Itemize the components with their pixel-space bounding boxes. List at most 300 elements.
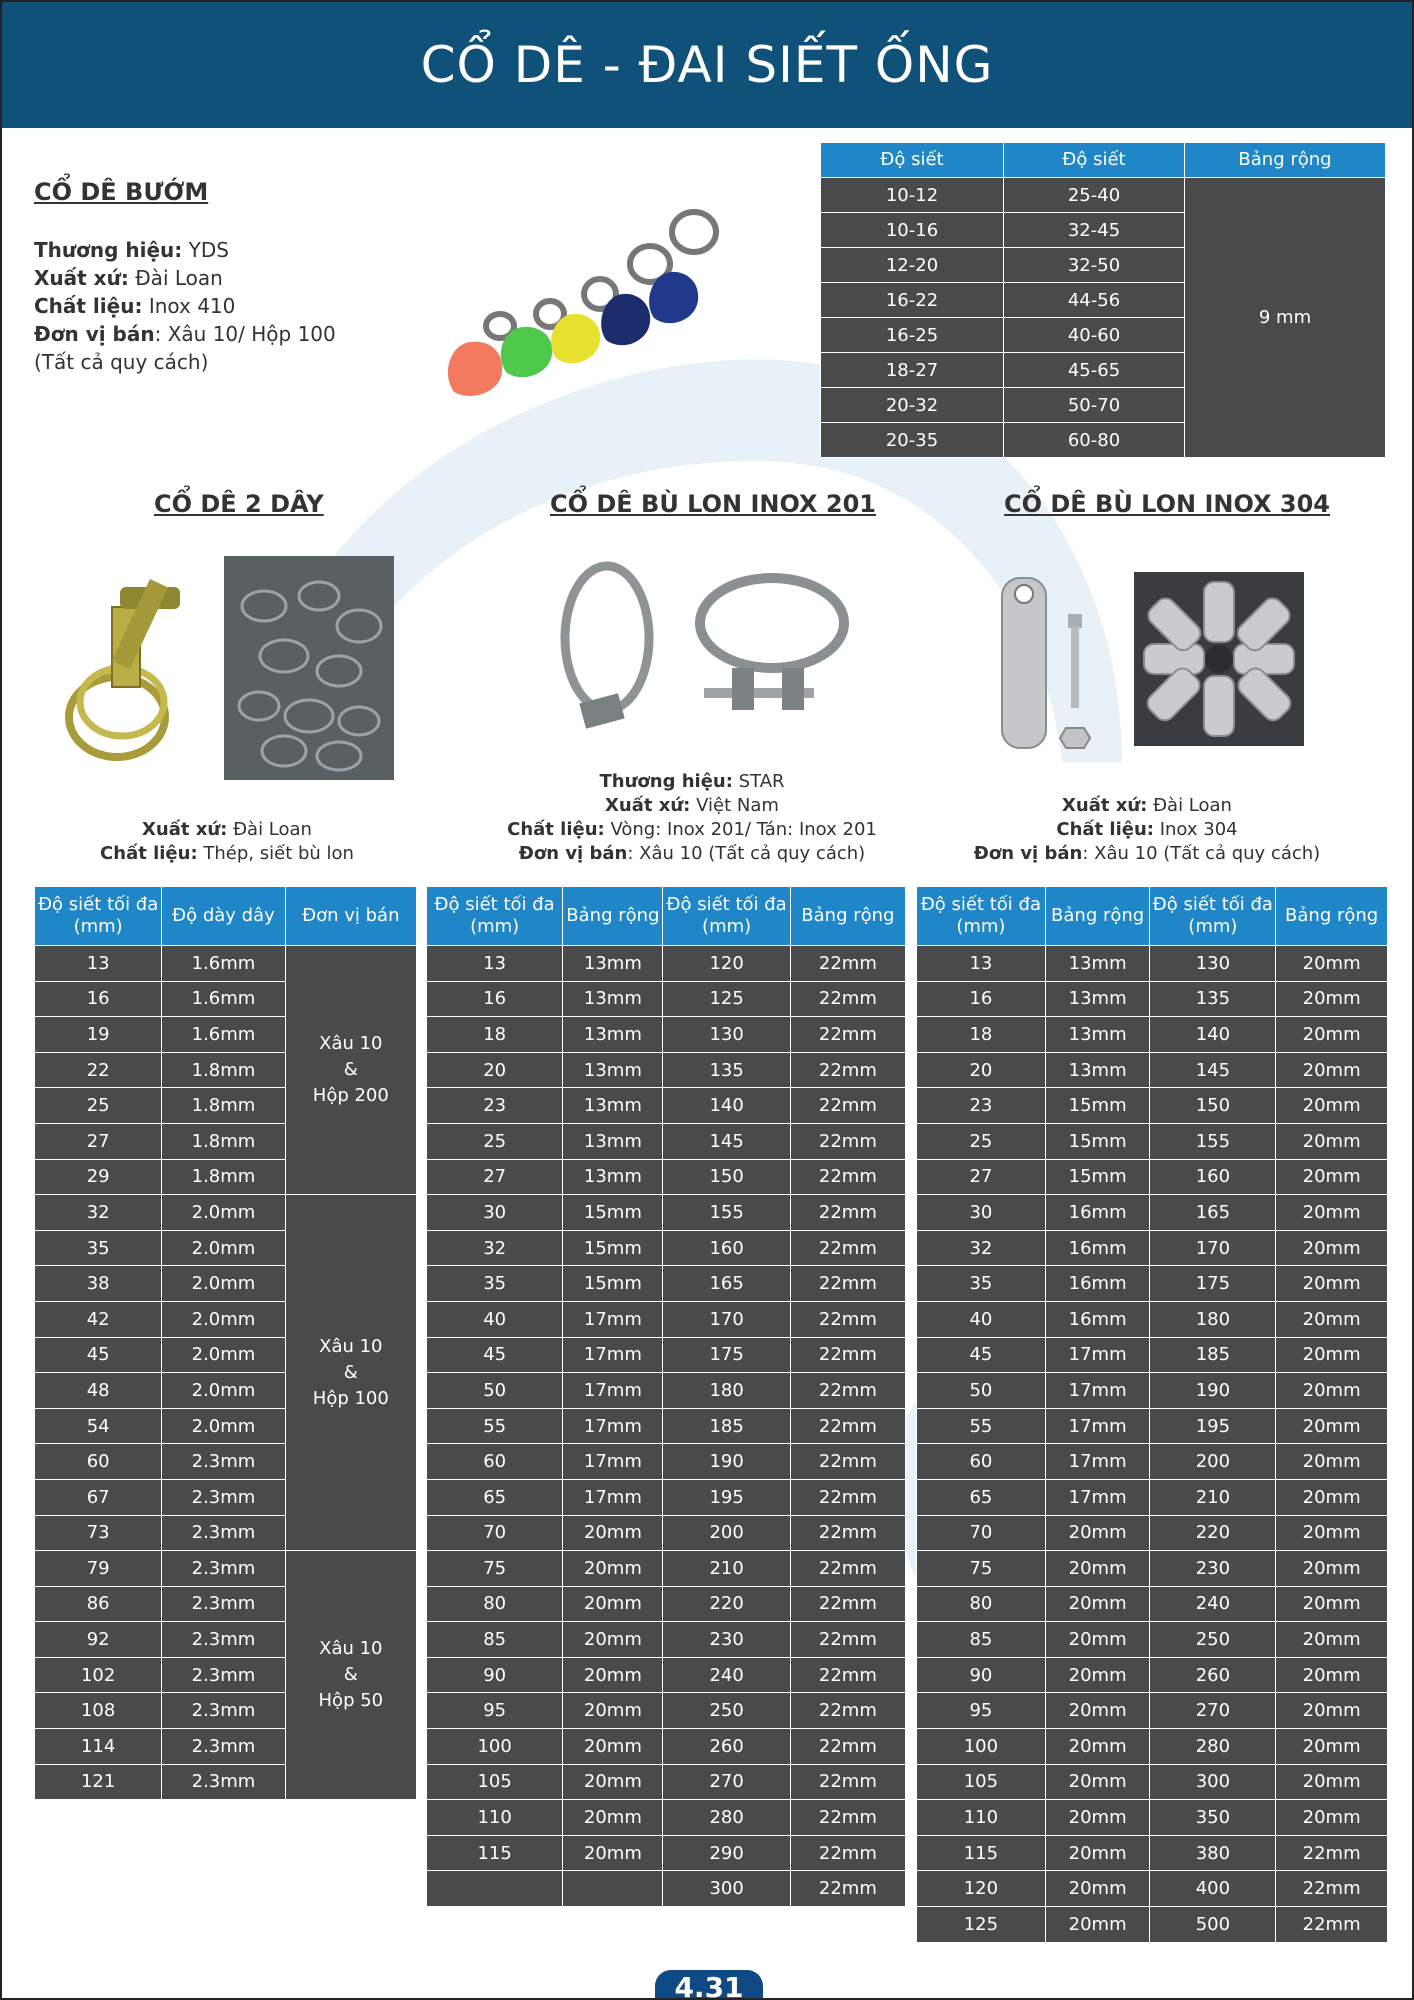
table-cell: 2.3mm bbox=[162, 1693, 284, 1728]
table-cell: 17mm bbox=[1046, 1409, 1150, 1444]
table-cell: 20mm bbox=[563, 1800, 662, 1835]
table-cell: 22mm bbox=[791, 1800, 905, 1835]
table-cell: 13mm bbox=[563, 1160, 662, 1195]
header-cell: Bảng rộng bbox=[563, 887, 662, 945]
table-row bbox=[917, 1836, 1387, 1871]
table-cell: 115 bbox=[917, 1836, 1045, 1871]
table-cell: 27 bbox=[35, 1124, 161, 1159]
table-cell: 100 bbox=[427, 1729, 562, 1764]
table-row bbox=[427, 946, 905, 981]
table-cell: 290 bbox=[663, 1836, 789, 1871]
table-cell: 80 bbox=[427, 1587, 562, 1622]
table-row bbox=[427, 1480, 905, 1515]
table-cell: 85 bbox=[917, 1622, 1045, 1657]
table-cell: 30 bbox=[917, 1195, 1045, 1230]
table-cell: 95 bbox=[917, 1693, 1045, 1728]
table-row bbox=[427, 1053, 905, 1088]
header-cell: Độ siết bbox=[821, 143, 1003, 177]
table-cell: 20mm bbox=[1276, 1124, 1387, 1159]
table-cell: 20mm bbox=[1276, 1729, 1387, 1764]
table-row bbox=[427, 1444, 905, 1479]
table-row bbox=[917, 1373, 1387, 1408]
table-cell: 85 bbox=[427, 1622, 562, 1657]
table-row bbox=[917, 1444, 1387, 1479]
table-cell: 20mm bbox=[563, 1658, 662, 1693]
table-cell: 13mm bbox=[1046, 982, 1150, 1017]
table-cell: 22mm bbox=[791, 1658, 905, 1693]
inox304-info bbox=[922, 794, 1372, 866]
table-cell: 12-20 bbox=[821, 248, 1003, 282]
table-cell: 110 bbox=[917, 1800, 1045, 1835]
sales-unit-merged-cell bbox=[286, 946, 416, 1194]
table-cell: 2.3mm bbox=[162, 1765, 284, 1800]
table-cell: 20mm bbox=[1046, 1587, 1150, 1622]
table-cell: 22mm bbox=[791, 1160, 905, 1195]
table-cell: 185 bbox=[1150, 1338, 1275, 1373]
two-wire-table bbox=[34, 886, 417, 1800]
table-cell: 2.0mm bbox=[162, 1231, 284, 1266]
table-cell: 90 bbox=[427, 1658, 562, 1693]
table-cell: 105 bbox=[917, 1765, 1045, 1800]
table-cell: 1.8mm bbox=[162, 1053, 284, 1088]
table-cell: 40 bbox=[427, 1302, 562, 1337]
table-cell: 16 bbox=[427, 982, 562, 1017]
table-row bbox=[917, 982, 1387, 1017]
table-row bbox=[917, 1231, 1387, 1266]
table-cell: 90 bbox=[917, 1658, 1045, 1693]
inox201-origin-line: Xuất xứ: Việt Nam bbox=[605, 795, 779, 816]
table-cell: 270 bbox=[1150, 1693, 1275, 1728]
table-cell: 108 bbox=[35, 1693, 161, 1728]
two-wire-bag-image bbox=[224, 556, 394, 780]
table-cell: 30 bbox=[427, 1195, 562, 1230]
table-row bbox=[35, 946, 416, 981]
table-cell: 280 bbox=[663, 1800, 789, 1835]
table-cell: 17mm bbox=[1046, 1480, 1150, 1515]
table-cell: 60 bbox=[427, 1444, 562, 1479]
table-cell: 45 bbox=[917, 1338, 1045, 1373]
table-cell: 22mm bbox=[791, 1729, 905, 1764]
table-cell: 13 bbox=[427, 946, 562, 981]
table-cell: 32-45 bbox=[1004, 213, 1184, 247]
table-row bbox=[821, 178, 1385, 212]
table-cell: 70 bbox=[917, 1516, 1045, 1551]
table-cell: 260 bbox=[1150, 1658, 1275, 1693]
table-cell: 22mm bbox=[791, 1266, 905, 1301]
table-row bbox=[917, 1729, 1387, 1764]
table-row bbox=[917, 1409, 1387, 1444]
table-row bbox=[427, 1231, 905, 1266]
table-cell: 125 bbox=[917, 1907, 1045, 1942]
table-row bbox=[427, 1195, 905, 1230]
table-cell: 75 bbox=[427, 1551, 562, 1586]
table-cell: 175 bbox=[663, 1338, 789, 1373]
table-cell: 20mm bbox=[1276, 1053, 1387, 1088]
table-cell: 20mm bbox=[1046, 1693, 1150, 1728]
table-row bbox=[917, 1871, 1387, 1906]
table-cell: 20mm bbox=[1276, 1516, 1387, 1551]
table-row bbox=[427, 1658, 905, 1693]
table-row bbox=[427, 1587, 905, 1622]
table-cell: 32 bbox=[917, 1231, 1045, 1266]
table-cell: 22mm bbox=[791, 1373, 905, 1408]
table-cell: 17mm bbox=[563, 1480, 662, 1515]
table-cell: 29 bbox=[35, 1160, 161, 1195]
table-row bbox=[917, 1302, 1387, 1337]
table-cell: 17mm bbox=[563, 1373, 662, 1408]
table-cell: 20mm bbox=[1276, 1195, 1387, 1230]
table-cell: 102 bbox=[35, 1658, 161, 1693]
table-cell: 16mm bbox=[1046, 1195, 1150, 1230]
table-cell: 16mm bbox=[1046, 1302, 1150, 1337]
table-cell: 16mm bbox=[1046, 1266, 1150, 1301]
table-cell: 2.0mm bbox=[162, 1373, 284, 1408]
butterfly-table bbox=[820, 142, 1386, 458]
table-cell: 2.0mm bbox=[162, 1266, 284, 1301]
table-cell: 20mm bbox=[1276, 1480, 1387, 1515]
table-cell: 15mm bbox=[563, 1231, 662, 1266]
table-cell: 150 bbox=[663, 1160, 789, 1195]
sales-unit-line: & bbox=[343, 1361, 358, 1383]
two-wire-info bbox=[62, 818, 392, 866]
width-merged-cell: 9 mm bbox=[1185, 178, 1385, 457]
sales-unit-line: & bbox=[343, 1664, 358, 1686]
table-cell: 195 bbox=[1150, 1409, 1275, 1444]
table-cell: 15mm bbox=[1046, 1124, 1150, 1159]
table-row bbox=[917, 1017, 1387, 1052]
table-cell: 22mm bbox=[791, 946, 905, 981]
butterfly-clamp-image bbox=[432, 202, 742, 402]
table-cell: 190 bbox=[663, 1444, 789, 1479]
table-cell: 20mm bbox=[1276, 946, 1387, 981]
table-row bbox=[427, 1765, 905, 1800]
table-cell: 95 bbox=[427, 1693, 562, 1728]
table-cell: 350 bbox=[1150, 1800, 1275, 1835]
table-cell: 65 bbox=[427, 1480, 562, 1515]
table-cell: 150 bbox=[1150, 1088, 1275, 1123]
table-cell: 210 bbox=[663, 1551, 789, 1586]
table-cell: 20 bbox=[427, 1053, 562, 1088]
header-cell: Độ siết tối đa (mm) bbox=[663, 887, 789, 945]
table-cell: 250 bbox=[663, 1693, 789, 1728]
table-cell: 22mm bbox=[791, 982, 905, 1017]
sales-unit-line: Xâu 10 bbox=[319, 1033, 383, 1055]
table-cell: 20mm bbox=[1276, 1160, 1387, 1195]
table-cell: 22mm bbox=[791, 1587, 905, 1622]
table-cell: 2.3mm bbox=[162, 1551, 284, 1586]
sales-unit-merged-cell bbox=[286, 1195, 416, 1550]
inox304-clamp-bolt-image bbox=[998, 568, 1108, 758]
table-cell: 195 bbox=[663, 1480, 789, 1515]
butterfly-brand-line: Thương hiệu: YDS bbox=[34, 238, 229, 262]
table-cell: 220 bbox=[663, 1587, 789, 1622]
table-row bbox=[917, 1124, 1387, 1159]
table-cell: 185 bbox=[663, 1409, 789, 1444]
table-row bbox=[917, 1551, 1387, 1586]
table-cell: 23 bbox=[427, 1088, 562, 1123]
table-cell: 130 bbox=[663, 1017, 789, 1052]
table-cell: 40-60 bbox=[1004, 318, 1184, 352]
table-cell: 20mm bbox=[1046, 1729, 1150, 1764]
table-cell: 22mm bbox=[791, 1338, 905, 1373]
table-cell: 20mm bbox=[1276, 1017, 1387, 1052]
table-cell: 17mm bbox=[563, 1338, 662, 1373]
table-cell: 175 bbox=[1150, 1266, 1275, 1301]
table-row bbox=[917, 1338, 1387, 1373]
table-cell: 140 bbox=[663, 1088, 789, 1123]
table-cell: 15mm bbox=[563, 1195, 662, 1230]
table-cell: 67 bbox=[35, 1480, 161, 1515]
table-cell: 120 bbox=[917, 1871, 1045, 1906]
table-cell: 32 bbox=[35, 1195, 161, 1230]
page-title: CỔ DÊ - ĐAI SIẾT ỐNG bbox=[420, 36, 994, 94]
table-cell: 170 bbox=[1150, 1231, 1275, 1266]
table-row bbox=[917, 1765, 1387, 1800]
table-cell: 105 bbox=[427, 1765, 562, 1800]
table-cell: 220 bbox=[1150, 1516, 1275, 1551]
table-cell: 160 bbox=[1150, 1160, 1275, 1195]
table-cell: 200 bbox=[1150, 1444, 1275, 1479]
table-cell: 145 bbox=[1150, 1053, 1275, 1088]
table-cell: 20 bbox=[917, 1053, 1045, 1088]
butterfly-info bbox=[34, 236, 336, 376]
table-cell: 210 bbox=[1150, 1480, 1275, 1515]
table-cell: 13mm bbox=[563, 1124, 662, 1159]
table-cell: 165 bbox=[1150, 1195, 1275, 1230]
table-row bbox=[427, 1729, 905, 1764]
table-row bbox=[427, 1409, 905, 1444]
table-cell: 20mm bbox=[1276, 1444, 1387, 1479]
table-cell: 20mm bbox=[1276, 1800, 1387, 1835]
table-cell: 80 bbox=[917, 1587, 1045, 1622]
table-cell: 114 bbox=[35, 1729, 161, 1764]
two-wire-origin-line: Xuất xứ: Đài Loan bbox=[142, 819, 312, 840]
table-cell: 1.6mm bbox=[162, 946, 284, 981]
header-cell: Độ siết tối đa (mm) bbox=[917, 887, 1045, 945]
table-cell: 20mm bbox=[1046, 1836, 1150, 1871]
sales-unit-line: & bbox=[343, 1059, 358, 1081]
table-row bbox=[917, 1266, 1387, 1301]
table-cell: 20mm bbox=[563, 1693, 662, 1728]
table-cell: 20mm bbox=[1276, 1338, 1387, 1373]
table-cell: 20mm bbox=[1276, 1088, 1387, 1123]
table-cell: 15mm bbox=[1046, 1088, 1150, 1123]
inox304-origin-line: Xuất xứ: Đài Loan bbox=[1062, 795, 1232, 816]
table-cell: 20mm bbox=[1046, 1622, 1150, 1657]
table-cell: 65 bbox=[917, 1480, 1045, 1515]
table-cell: 15mm bbox=[563, 1266, 662, 1301]
table-cell: 35 bbox=[427, 1266, 562, 1301]
table-cell: 135 bbox=[1150, 982, 1275, 1017]
table-cell: 86 bbox=[35, 1587, 161, 1622]
table-cell: 13 bbox=[35, 946, 161, 981]
table-cell: 79 bbox=[35, 1551, 161, 1586]
table-row bbox=[427, 1124, 905, 1159]
table-cell: 13mm bbox=[563, 1017, 662, 1052]
table-cell: 20mm bbox=[1276, 1266, 1387, 1301]
table-cell: 230 bbox=[663, 1622, 789, 1657]
table-cell: 48 bbox=[35, 1373, 161, 1408]
table-row bbox=[35, 1551, 416, 1586]
table-cell: 32-50 bbox=[1004, 248, 1184, 282]
table-cell: 22mm bbox=[791, 1836, 905, 1871]
table-cell: 20mm bbox=[1276, 1231, 1387, 1266]
table-cell: 10-12 bbox=[821, 178, 1003, 212]
table-cell: 1.6mm bbox=[162, 982, 284, 1017]
table-cell: 22mm bbox=[791, 1516, 905, 1551]
table-cell: 22mm bbox=[791, 1480, 905, 1515]
header-cell: Bảng rộng bbox=[1276, 887, 1387, 945]
sales-unit-line: Hộp 100 bbox=[312, 1387, 389, 1409]
table-cell: 280 bbox=[1150, 1729, 1275, 1764]
table-cell: 20mm bbox=[1276, 1658, 1387, 1693]
table-row bbox=[917, 1195, 1387, 1230]
table-cell: 22mm bbox=[1276, 1907, 1387, 1942]
table-row bbox=[35, 1195, 416, 1230]
table-row bbox=[427, 1836, 905, 1871]
table-cell: 2.0mm bbox=[162, 1302, 284, 1337]
table-cell bbox=[563, 1871, 662, 1906]
header-cell: Độ dày dây bbox=[162, 887, 284, 945]
table-cell: 35 bbox=[35, 1231, 161, 1266]
table-cell: 20mm bbox=[1276, 1551, 1387, 1586]
table-cell: 20mm bbox=[1276, 1302, 1387, 1337]
table-cell: 45-65 bbox=[1004, 353, 1184, 387]
table-row bbox=[427, 982, 905, 1017]
table-cell: 22mm bbox=[791, 1231, 905, 1266]
table-cell: 155 bbox=[1150, 1124, 1275, 1159]
table-cell: 13 bbox=[917, 946, 1045, 981]
table-cell: 2.0mm bbox=[162, 1338, 284, 1373]
table-cell: 73 bbox=[35, 1516, 161, 1551]
table-cell: 135 bbox=[663, 1053, 789, 1088]
table-cell: 22mm bbox=[791, 1871, 905, 1906]
table-cell: 2.3mm bbox=[162, 1516, 284, 1551]
table-cell: 13mm bbox=[563, 982, 662, 1017]
table-cell: 165 bbox=[663, 1266, 789, 1301]
table-cell: 22mm bbox=[791, 1622, 905, 1657]
table-cell: 13mm bbox=[1046, 946, 1150, 981]
sales-unit-line: Hộp 50 bbox=[318, 1690, 384, 1712]
table-cell: 25 bbox=[917, 1124, 1045, 1159]
table-cell: 18 bbox=[427, 1017, 562, 1052]
table-row bbox=[917, 1088, 1387, 1123]
inox201-unit-line: Đơn vị bán: Xâu 10 (Tất cả quy cách) bbox=[518, 843, 866, 864]
table-cell: 20mm bbox=[1046, 1551, 1150, 1586]
table-cell: 20mm bbox=[563, 1516, 662, 1551]
inox304-table bbox=[916, 886, 1388, 1943]
table-cell: 2.3mm bbox=[162, 1622, 284, 1657]
table-cell: 32 bbox=[427, 1231, 562, 1266]
table-cell: 120 bbox=[663, 946, 789, 981]
header-cell: Độ siết tối đa (mm) bbox=[427, 887, 562, 945]
inox201-title: CỔ DÊ BÙ LON INOX 201 bbox=[550, 490, 876, 518]
two-wire-clamp-image bbox=[62, 567, 202, 777]
table-row bbox=[917, 1800, 1387, 1835]
table-cell: 1.8mm bbox=[162, 1124, 284, 1159]
table-cell: 2.3mm bbox=[162, 1480, 284, 1515]
table-row bbox=[427, 1871, 905, 1906]
table-cell: 13mm bbox=[1046, 1053, 1150, 1088]
two-wire-title: CỔ DÊ 2 DÂY bbox=[154, 490, 324, 518]
table-cell: 22mm bbox=[791, 1765, 905, 1800]
table-cell: 35 bbox=[917, 1266, 1045, 1301]
table-cell: 25-40 bbox=[1004, 178, 1184, 212]
header-cell: Bảng rộng bbox=[1046, 887, 1150, 945]
table-cell: 18-27 bbox=[821, 353, 1003, 387]
table-cell bbox=[427, 1871, 562, 1906]
table-cell: 45 bbox=[427, 1338, 562, 1373]
table-row bbox=[427, 1302, 905, 1337]
butterfly-note: (Tất cả quy cách) bbox=[34, 350, 209, 374]
table-cell: 45 bbox=[35, 1338, 161, 1373]
table-cell: 2.3mm bbox=[162, 1587, 284, 1622]
table-cell: 17mm bbox=[563, 1409, 662, 1444]
inox201-info bbox=[472, 770, 912, 866]
table-cell: 2.3mm bbox=[162, 1658, 284, 1693]
table-cell: 16 bbox=[35, 982, 161, 1017]
table-cell: 20mm bbox=[1046, 1658, 1150, 1693]
table-cell: 13mm bbox=[563, 1088, 662, 1123]
table-row bbox=[427, 1017, 905, 1052]
table-cell: 240 bbox=[663, 1658, 789, 1693]
table-cell: 180 bbox=[663, 1373, 789, 1408]
table-cell: 13mm bbox=[563, 946, 662, 981]
inox201-clamp-open-image bbox=[552, 558, 662, 738]
table-cell: 1.8mm bbox=[162, 1160, 284, 1195]
sales-unit-line: Xâu 10 bbox=[319, 1638, 383, 1660]
table-row bbox=[917, 1480, 1387, 1515]
table-cell: 16-25 bbox=[821, 318, 1003, 352]
table-cell: 1.8mm bbox=[162, 1088, 284, 1123]
table-row bbox=[427, 1551, 905, 1586]
table-cell: 60 bbox=[917, 1444, 1045, 1479]
table-cell: 17mm bbox=[563, 1444, 662, 1479]
table-cell: 270 bbox=[663, 1765, 789, 1800]
table-cell: 40 bbox=[917, 1302, 1045, 1337]
table-cell: 110 bbox=[427, 1800, 562, 1835]
table-row bbox=[917, 1053, 1387, 1088]
table-cell: 22mm bbox=[791, 1444, 905, 1479]
inox201-brand-line: Thương hiệu: STAR bbox=[599, 771, 785, 792]
table-cell: 300 bbox=[663, 1871, 789, 1906]
table-row bbox=[917, 1516, 1387, 1551]
table-cell: 15mm bbox=[1046, 1160, 1150, 1195]
table-cell: 20mm bbox=[1276, 982, 1387, 1017]
table-cell: 20mm bbox=[1046, 1516, 1150, 1551]
inox201-material-line: Chất liệu: Vòng: Inox 201/ Tán: Inox 201 bbox=[507, 819, 877, 840]
table-row bbox=[427, 1088, 905, 1123]
table-cell: 160 bbox=[663, 1231, 789, 1266]
table-cell: 22mm bbox=[791, 1693, 905, 1728]
table-cell: 20mm bbox=[563, 1587, 662, 1622]
table-row bbox=[427, 1516, 905, 1551]
inox304-title: CỔ DÊ BÙ LON INOX 304 bbox=[1004, 490, 1330, 518]
table-cell: 22mm bbox=[1276, 1836, 1387, 1871]
table-cell: 19 bbox=[35, 1017, 161, 1052]
table-row bbox=[427, 1693, 905, 1728]
table-cell: 22mm bbox=[791, 1302, 905, 1337]
table-cell: 17mm bbox=[563, 1302, 662, 1337]
table-cell: 50 bbox=[427, 1373, 562, 1408]
table-cell: 44-56 bbox=[1004, 283, 1184, 317]
inox304-material-line: Chất liệu: Inox 304 bbox=[1056, 819, 1238, 840]
table-cell: 250 bbox=[1150, 1622, 1275, 1657]
table-cell: 20-35 bbox=[821, 423, 1003, 457]
table-cell: 180 bbox=[1150, 1302, 1275, 1337]
table-cell: 17mm bbox=[1046, 1373, 1150, 1408]
table-cell: 22mm bbox=[791, 1195, 905, 1230]
